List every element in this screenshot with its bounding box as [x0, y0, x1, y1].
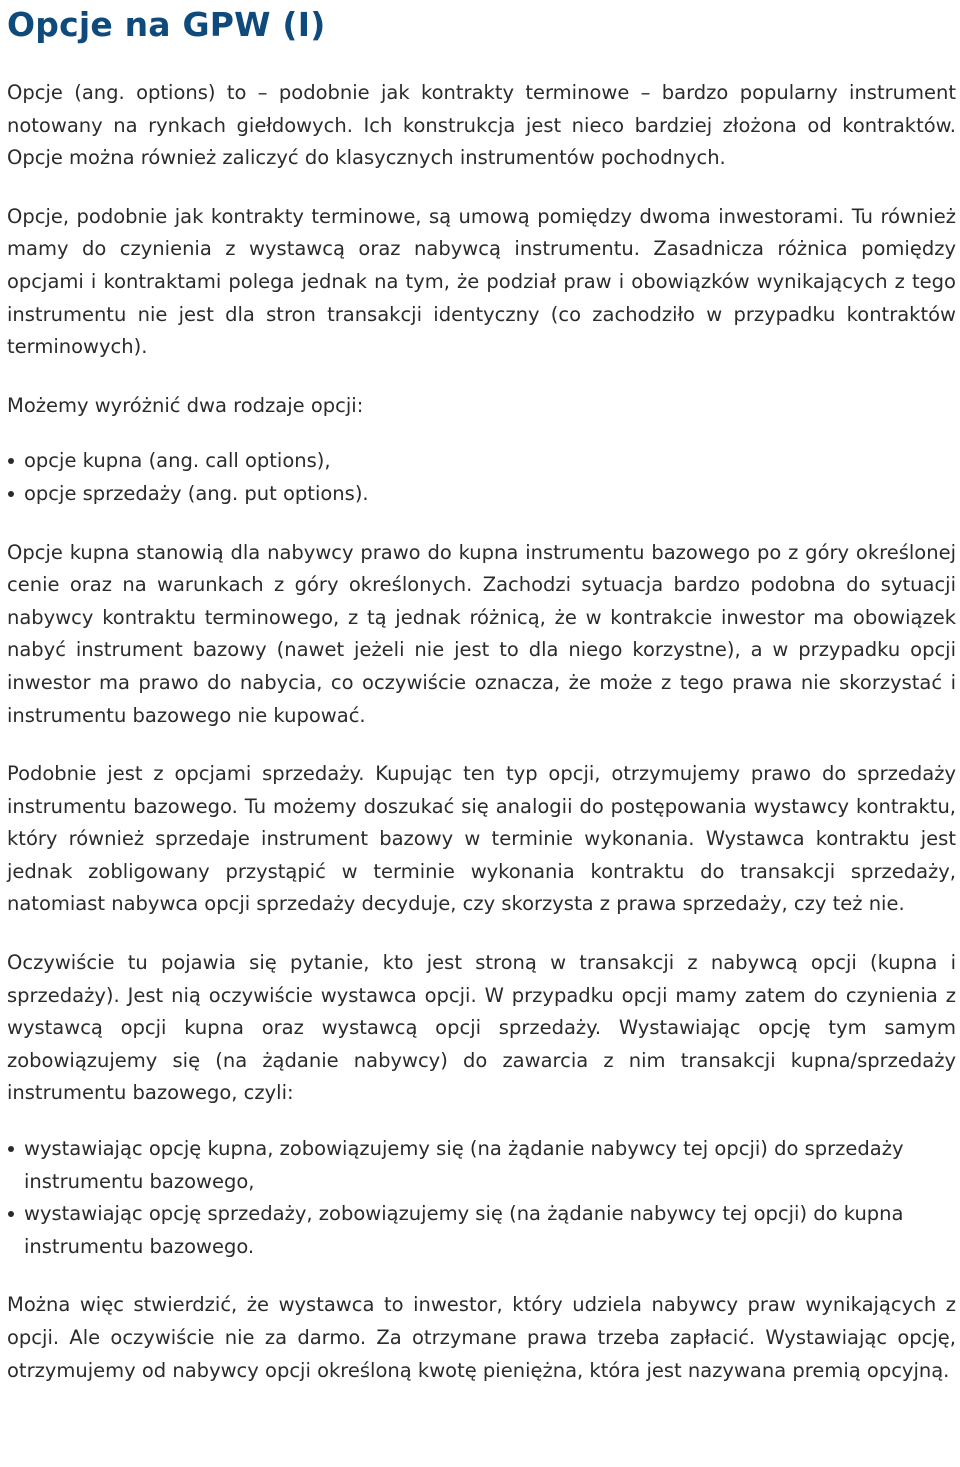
list-item: opcje kupna (ang. call options),: [24, 445, 956, 478]
paragraph-definition: Opcje, podobnie jak kontrakty terminowe, są umową pomiędzy dwoma inwestorami. Tu również mamy do czynienia z wystawcą oraz nabywcą instrumentu. Zasadnicza różnica pomiędzy opcjami i kontraktami polega jednak na tym, że podział praw i obowiązków wynikających z tego instrumentu nie jest dla stron transakcji identyczny (co zachodziło w przypadku kontraktów terminowych).: [7, 204, 956, 359]
page-title: Opcje na GPW (I): [7, 5, 326, 44]
list-item: wystawiając opcję kupna, zobowiązujemy się (na żądanie nabywcy tej opcji) do sprzedaży instrumentu bazowego,: [24, 1133, 956, 1198]
option-types-list: [7, 445, 956, 510]
paragraph-types-lead: Możemy wyróżnić dwa rodzaje opcji:: [7, 393, 364, 417]
paragraph-put-options: Podobnie jest z opcjami sprzedaży. Kupując ten typ opcji, otrzymujemy prawo do sprzedaży instrumentu bazowego. Tu możemy doszukać się analogii do postępowania wystawcy kontraktu, który również sprzedaje instrument bazowy w terminie wykonania. Wystawca kontraktu jest jednak zobligowany przystąpić w terminie wykonania kontraktu do transakcji sprzedaży, natomiast nabywca opcji sprzedaży decyduje, czy skorzysta z prawa sprzedaży, czy też nie.: [7, 762, 956, 916]
paragraph-option-writer: Oczywiście tu pojawia się pytanie, kto jest stroną w transakcji z nabywcą opcji (kupna i sprzedaży). Jest nią oczywiście wystawca opcji. W przypadku opcji mamy zatem do czynienia z wystawcą opcji kupna oraz wystawcą opcji sprzedaży. Wystawiając opcję tym samym zobowiązujemy się (na żądanie nabywcy) do zawarcia z nim transakcji kupna/sprzedaży instrumentu bazowego, czyli:: [7, 951, 956, 1105]
paragraph-intro: Opcje (ang. options) to – podobnie jak kontrakty terminowe – bardzo popularny instrument notowany na rynkach giełdowych. Ich konstrukcja jest nieco bardziej złożona od kontraktów. Opcje można również zaliczyć do klasycznych instrumentów pochodnych.: [7, 81, 956, 170]
paragraph-premium: Można więc stwierdzić, że wystawca to inwestor, który udziela nabywcy praw wynikających z opcji. Ale oczywiście nie za darmo. Za otrzymane prawa trzeba zapłacić. Wystawiając opcję, otrzymujemy od nabywcy opcji określoną kwotę pieniężna, która jest nazywana premią opcyjną.: [7, 1293, 956, 1382]
list-item: wystawiając opcję sprzedaży, zobowiązujemy się (na żądanie nabywcy tej opcji) do kupna instrumentu bazowego.: [24, 1198, 956, 1263]
writer-obligations-list: [7, 1133, 956, 1263]
paragraph-call-options: Opcje kupna stanowią dla nabywcy prawo do kupna instrumentu bazowego po z góry określonej cenie oraz na warunkach z góry określonych. Zachodzi sytuacja bardzo podobna do sytuacji nabywcy kontraktu terminowego, z tą jednak różnicą, że w kontrakcie inwestor ma obowiązek nabyć instrument bazowy (nawet jeżeli nie jest to dla niego korzystne), a w przypadku opcji inwestor ma prawo do nabycia, co oczywiście oznacza, że może z tego prawa nie skorzystać i instrumentu bazowego nie kupować.: [7, 540, 956, 727]
list-item: opcje sprzedaży (ang. put options).: [24, 478, 956, 511]
